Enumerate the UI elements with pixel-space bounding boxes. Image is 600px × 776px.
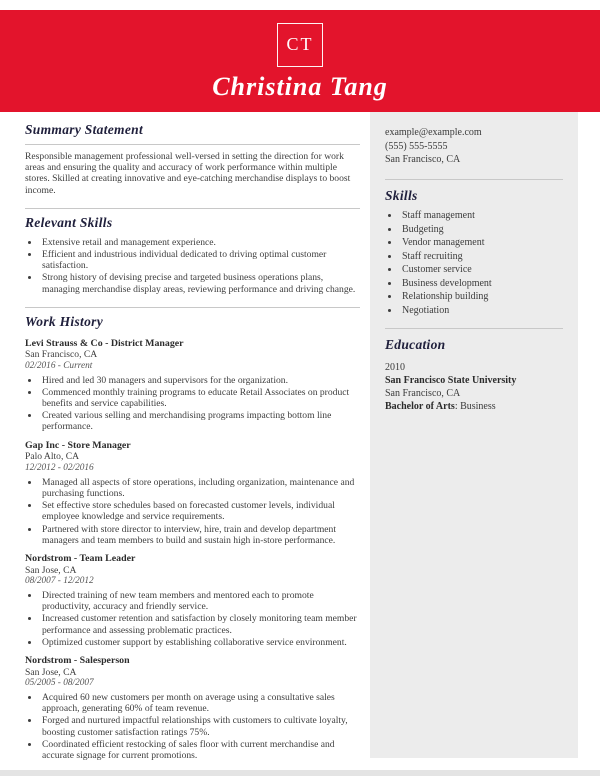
bullet-item: • Increased customer retention and satisfaction by closely monitoring team member performance and assessing problematic practices. (40, 613, 360, 635)
section-divider (385, 328, 563, 329)
skill-item: • Negotiation (400, 305, 563, 316)
job-bullets (25, 477, 360, 546)
skill-item: • Staff recruiting (400, 251, 563, 262)
education-degree-field: : Business (454, 400, 496, 412)
bullet-item: • Directed training of new team members and mentored each to promote productivity, accuracy and friendly service. (40, 590, 360, 612)
education-year: 2010 (385, 361, 405, 373)
bullet-item: • Created various selling and merchandising programs impacting bottom line performance. (40, 410, 360, 432)
job-dates: 05/2005 - 08/2007 (25, 678, 94, 688)
job-bullets (25, 590, 360, 648)
job-dates: 08/2007 - 12/2012 (25, 575, 94, 586)
bullet-item: • Coordinated efficient restocking of sales floor with current merchandise and accurate signage for current promotions. (40, 739, 360, 761)
education-degree (385, 400, 563, 413)
summary-text: Responsible management professional well-versed in setting the direction for work areas and ensuring the quality and accuracy of work performance within multiple stores. Skilled at creating innovative and eye-catching merchandise displays to boost income. (25, 150, 351, 196)
job-title: Gap Inc - Store Manager (25, 439, 131, 451)
section-divider (385, 179, 563, 180)
bullet-item: • Strong history of devising precise and targeted business operations plans, managing merchandise display areas, reviewing performance and driving change. (40, 272, 360, 294)
section-skills (385, 188, 563, 316)
contact-block (385, 126, 563, 167)
bullet-item: • Forged and nurtured impactful relationships with customers to cultivate loyalty, boosting customer satisfaction ratings 75%. (40, 715, 360, 737)
job-entry (25, 338, 360, 433)
skill-item: • Budgeting (400, 224, 563, 235)
education-school: San Francisco State University (385, 374, 517, 386)
bullet-item: • Partnered with store director to interview, hire, train and develop department managers and team members to build and sustain high in-store performance. (40, 524, 360, 546)
bullet-item: • Optimized customer support by establishing collaborative service environment. (40, 637, 360, 648)
job-title: Nordstrom - Salesperson (25, 655, 130, 666)
job-bullets (25, 375, 360, 433)
job-title: Levi Strauss & Co - District Manager (25, 337, 184, 349)
skills-heading: Skills (385, 187, 418, 203)
job-location: San Jose, CA (25, 666, 77, 678)
job-dates: 12/2012 - 02/2016 (25, 462, 94, 473)
summary-heading: Summary Statement (25, 122, 143, 137)
content-area (0, 112, 600, 762)
contact-phone: (555) 555-5555 (385, 140, 448, 152)
education-heading: Education (385, 336, 446, 352)
section-education (385, 337, 563, 413)
bullet-item: • Acquired 60 new customers per month on average using a consultative sales approach, generating 60% of team revenue. (40, 692, 360, 714)
skill-item: • Business development (400, 278, 563, 289)
bullet-item: • Hired and led 30 managers and supervisors for the organization. (40, 375, 360, 386)
bullet-item: • Set effective store schedules based on forecasted customer levels, individual employee knowledge and service requirements. (40, 500, 360, 522)
skill-item: • Staff management (400, 210, 563, 221)
bullet-item: • Commenced monthly training programs to educate Retail Associates on product benefits and service capabilities. (40, 387, 360, 409)
section-divider (25, 144, 360, 145)
bullet-item: • Managed all aspects of store operations, including organization, maintenance and purchasing functions. (40, 477, 360, 499)
job-dates: 02/2016 - Current (25, 360, 93, 371)
sidebar (370, 112, 578, 758)
skill-item: • Customer service (400, 264, 563, 275)
skills-list (385, 210, 563, 316)
contact-email: example@example.com (385, 127, 482, 138)
section-summary (25, 122, 360, 196)
contact-location: San Francisco, CA (385, 154, 461, 165)
skill-item: • Vendor management (400, 237, 563, 248)
section-divider (25, 307, 360, 308)
job-location: Palo Alto, CA (25, 451, 80, 463)
relevant-skills-heading: Relevant Skills (25, 214, 113, 230)
monogram-badge (277, 23, 323, 67)
job-location: San Jose, CA (25, 564, 77, 576)
job-location: San Francisco, CA (25, 349, 98, 361)
job-entry (25, 440, 360, 546)
job-title: Nordstrom - Team Leader (25, 552, 136, 564)
job-bullets (25, 692, 360, 761)
work-history-heading: Work History (25, 313, 103, 329)
education-location: San Francisco, CA (385, 387, 461, 399)
section-work-history (25, 314, 360, 762)
bullet-item: • Extensive retail and management experience. (40, 237, 360, 248)
skill-item: • Relationship building (400, 291, 563, 302)
page-bottom-edge (0, 770, 600, 776)
monogram-initials: CT (286, 34, 314, 54)
education-degree-type: Bachelor of Arts (385, 400, 455, 412)
section-divider (25, 208, 360, 209)
bullet-item: • Efficient and industrious individual dedicated to driving optimal customer satisfaction. (40, 249, 360, 271)
job-entry (25, 655, 360, 761)
main-column (25, 112, 360, 762)
header-banner (0, 10, 600, 112)
job-entry (25, 553, 360, 648)
candidate-name: Christina Tang (212, 71, 388, 101)
relevant-skills-list (25, 237, 360, 295)
section-relevant-skills (25, 215, 360, 295)
